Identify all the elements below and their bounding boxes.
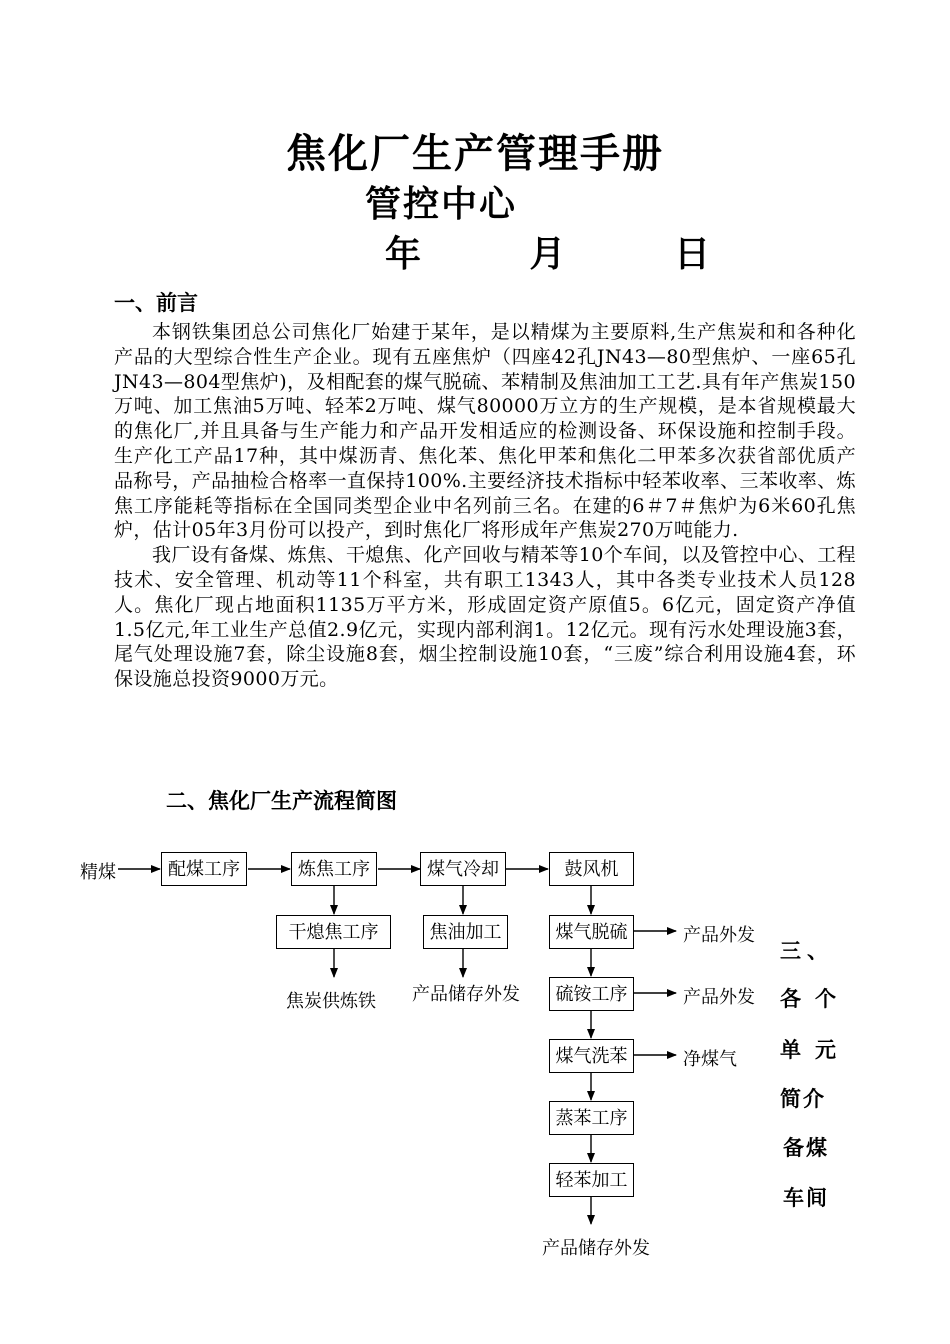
- out-liuan-label: 产品外发: [683, 987, 755, 1008]
- section3-sub-2: 车间: [783, 1185, 829, 1210]
- box-xiben: 煤气洗苯: [549, 1039, 634, 1073]
- section1-heading: 一、前言: [114, 290, 198, 315]
- paragraph-1: 本钢铁集团总公司焦化厂始建于某年，是以精煤为主要原料,生产焦炭和和各种化产品的大型综合性生产企业。现有五座焦炉（四座42孔JN43—80型焦炉、一座65孔JN43—804型焦炉)，及相配套的煤气脱硫、苯精制及焦油加工工艺.具有年产焦炭150万吨、加工焦油5万吨、轻苯2万吨、煤气80000万立方的生产规模，是本省规模最大的焦化厂,并且具备与生产能力和产品开发相适应的检测设备、环保设施和控制手段。生产化工产品17种，其中煤沥青、焦化苯、焦化甲苯和焦化二甲苯多次获省部优质产品称号，产品抽检合格率一直保持100%.主要经济技术指标中轻苯收率、三苯收率、炼焦工序能耗等指标在全国同类型企业中名列前三名。在建的6＃7＃焦炉为6米60孔焦炉，估计05年3月份可以投产，到时焦化厂将形成年产焦炭270万吨能力.: [114, 321, 856, 542]
- flow-input-label: 精煤: [80, 862, 116, 883]
- box-jiaoyou: 焦油加工: [423, 915, 508, 949]
- box-zhengben: 蒸苯工序: [549, 1101, 634, 1135]
- out-jiaoyou-label: 产品储存外发: [412, 984, 520, 1005]
- out-xiben-label: 净煤气: [683, 1049, 737, 1070]
- out-qingben-label: 产品储存外发: [542, 1238, 650, 1259]
- page-subtitle: 管控中心: [365, 183, 518, 225]
- date-line: 年 月 日: [385, 233, 745, 275]
- box-ganxijiao: 干熄焦工序: [276, 915, 391, 949]
- section3-heading-1: 三、: [780, 938, 834, 963]
- paragraph-2: 我厂设有备煤、炼焦、干熄焦、化产回收与精苯等10个车间，以及管控中心、工程技术、安全管理、机动等11个科室，共有职工1343人，其中各类专业技术人员128人。焦化厂现占地面积1135万平方米，形成固定资产原值5。6亿元，固定资产净值1.5亿元,年工业生产总值2.9亿元，实现内部利润1。12亿元。现有污水处理设施3套，尾气处理设施7套，除尘设施8套，烟尘控制设施10套，“三废”综合利用设施4套，环保设施总投资9000万元。: [114, 544, 856, 691]
- section3-heading-2: 各个: [780, 986, 850, 1011]
- out-tuoliu-label: 产品外发: [683, 925, 755, 946]
- box-qingben: 轻苯加工: [549, 1163, 634, 1197]
- page-title: 焦化厂生产管理手册: [286, 130, 664, 177]
- box-tuoliu: 煤气脱硫: [549, 915, 634, 949]
- section2-heading: 二、焦化厂生产流程简图: [166, 788, 397, 813]
- section3-heading-4: 简介: [780, 1086, 826, 1111]
- section3-sub-1: 备煤: [783, 1135, 829, 1160]
- box-peimei: 配煤工序: [161, 852, 247, 886]
- box-meiqi-lengque: 煤气冷却: [420, 852, 506, 886]
- box-gufengji: 鼓风机: [549, 852, 634, 886]
- out-jiaotan-label: 焦炭供炼铁: [286, 991, 376, 1012]
- section3-heading-3: 单元: [780, 1037, 850, 1062]
- box-lianjiao: 炼焦工序: [291, 852, 377, 886]
- box-liuan: 硫铵工序: [549, 977, 634, 1011]
